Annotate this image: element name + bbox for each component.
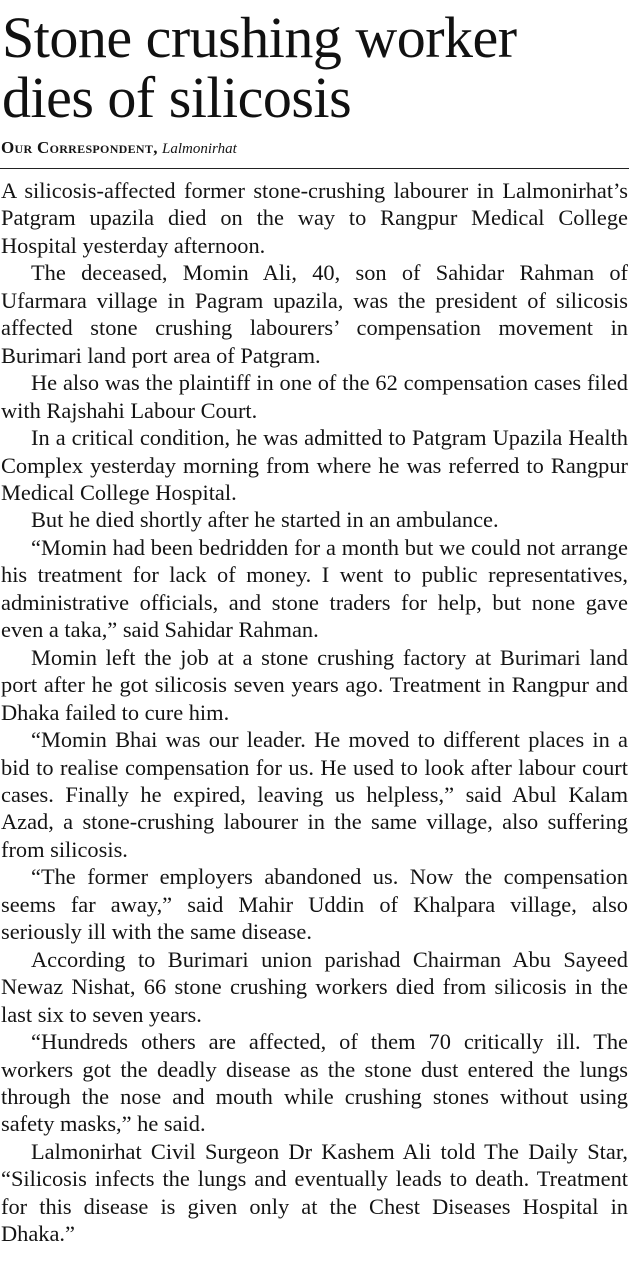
paragraph: “The former employers abandoned us. Now the compensation seems far away,” said Mahir Uddin of Khalpara village, also seriously ill with the same disease. xyxy=(1,864,628,945)
headline-line-1: Stone crushing worker xyxy=(2,5,517,70)
paragraph: In a critical condition, he was admitted to Patgram Upazila Health Complex yesterday morning from where he was referred to Rangpur Medical College Hospital. xyxy=(1,425,628,505)
paragraph: Lalmonirhat Civil Surgeon Dr Kashem Ali told The Daily Star, “Silicosis infects the lungs and eventually leads to death. Treatment for this disease is given only at the Chest Diseases Hospital in Dhaka.” xyxy=(1,1138,628,1247)
byline-location: Lalmonirhat xyxy=(162,141,237,157)
paragraph: According to Burimari union parishad Chairman Abu Sayeed Newaz Nishat, 66 stone crushing workers died from silicosis in the last six to seven years. xyxy=(1,946,628,1027)
paragraph: A silicosis-affected former stone-crushing labourer in Lalmonirhat’s Patgram upazila died on the way to Rangpur Medical College Hospital yesterday afternoon. xyxy=(1,178,628,258)
paragraph: “Hundreds others are affected, of them 70 critically ill. The workers got the deadly disease as the stone dust entered the lungs through the nose and mouth while crushing stones without using safety masks,” he said. xyxy=(1,1029,628,1137)
article-body xyxy=(0,177,628,1248)
paragraph: But he died shortly after he started in an ambulance. xyxy=(31,507,499,533)
paragraph: Momin left the job at a stone crushing factory at Burimari land port after he got silicosis seven years ago. Treatment in Rangpur and Dhaka failed to cure him. xyxy=(1,644,628,725)
paragraph: The deceased, Momin Ali, 40, son of Sahidar Rahman of Ufarmara village in Pagram upazila, was the president of silicosis affected stone crushing labourers’ compensation movement in Burimari land port area of Patgram. xyxy=(1,260,628,368)
headline-line-2: dies of silicosis xyxy=(2,65,352,130)
byline-author: Our Correspondent, xyxy=(1,138,158,157)
byline xyxy=(1,138,629,159)
byline-divider xyxy=(0,168,629,169)
paragraph: “Momin Bhai was our leader. He moved to different places in a bid to realise compensation for us. He used to look after labour court cases. Finally he expired, leaving us helpless,” said Abul Kalam Azad, a stone-crushing labourer in the same village, also suffering from silicosis. xyxy=(1,727,628,862)
headline xyxy=(0,0,629,128)
paragraph: “Momin had been bedridden for a month but we could not arrange his treatment for lack of money. I went to public representatives, administrative officials, and stone traders for help, but none gave even a taka,” said Sahidar Rahman. xyxy=(1,534,628,643)
paragraph: He also was the plaintiff in one of the 62 compensation cases filed with Rajshahi Labour Court. xyxy=(1,370,628,423)
